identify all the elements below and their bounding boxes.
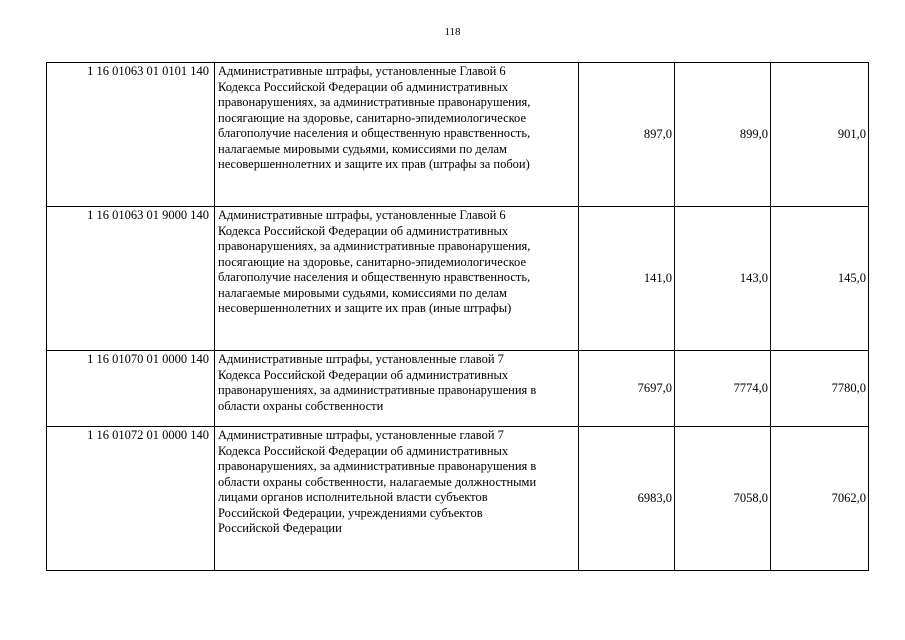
budget-code-cell: 1 16 01063 01 9000 140 bbox=[47, 207, 215, 351]
description-line: несовершеннолетних и защите их прав (штрафы за побои) bbox=[218, 157, 530, 171]
description-line: области охраны собственности, налагаемые должностными bbox=[218, 474, 537, 489]
description-line: Кодекса Российской Федерации об административных bbox=[218, 223, 509, 238]
budget-code-cell: 1 16 01072 01 0000 140 bbox=[47, 427, 215, 571]
value-cell-3: 7780,0 bbox=[771, 351, 869, 427]
description-cell bbox=[215, 63, 579, 207]
budget-table bbox=[46, 62, 869, 571]
description-line: лицами органов исполнительной власти субъектов bbox=[218, 490, 488, 504]
description-line: правонарушениях, за административные правонарушения, bbox=[218, 95, 531, 109]
value-cell-1: 141,0 bbox=[579, 207, 675, 351]
value-cell-2: 7058,0 bbox=[675, 427, 771, 571]
description-cell bbox=[215, 427, 579, 571]
table-row bbox=[47, 207, 869, 351]
table-row bbox=[47, 427, 869, 571]
value-cell-1: 897,0 bbox=[579, 63, 675, 207]
value-cell-3: 7062,0 bbox=[771, 427, 869, 571]
description-line: Российской Федерации bbox=[218, 521, 342, 535]
description-line: Российской Федерации, учреждениями субъектов bbox=[218, 505, 483, 520]
value-cell-3: 145,0 bbox=[771, 207, 869, 351]
description-line: области охраны собственности bbox=[218, 398, 384, 413]
description-line: Кодекса Российской Федерации об административных bbox=[218, 79, 509, 94]
description-line: посягающие на здоровье, санитарно-эпидемиологическое bbox=[218, 254, 527, 269]
value-cell-3: 901,0 bbox=[771, 63, 869, 207]
description-line: налагаемые мировыми судьями, комиссиями по делам bbox=[218, 285, 507, 300]
value-cell-2: 7774,0 bbox=[675, 351, 771, 427]
value-cell-2: 143,0 bbox=[675, 207, 771, 351]
description-line: правонарушениях, за административные правонарушения, bbox=[218, 239, 531, 253]
description-line: Административные штрафы, установленные Главой 6 bbox=[218, 64, 506, 78]
table-row bbox=[47, 351, 869, 427]
description-line: Кодекса Российской Федерации об административных bbox=[218, 367, 509, 382]
page-number: 118 bbox=[444, 26, 461, 38]
description-line: благополучие населения и общественную нравственность, bbox=[218, 126, 531, 140]
budget-code-cell: 1 16 01063 01 0101 140 bbox=[47, 63, 215, 207]
table-row bbox=[47, 63, 869, 207]
description-line: Кодекса Российской Федерации об административных bbox=[218, 443, 509, 458]
description-line: Административные штрафы, установленные главой 7 bbox=[218, 352, 504, 366]
description-line: Административные штрафы, установленные Главой 6 bbox=[218, 208, 506, 222]
description-line: правонарушениях, за административные правонарушения в bbox=[218, 459, 537, 473]
description-line: правонарушениях, за административные правонарушения в bbox=[218, 383, 537, 397]
description-cell bbox=[215, 351, 579, 427]
description-cell bbox=[215, 207, 579, 351]
description-line: налагаемые мировыми судьями, комиссиями по делам bbox=[218, 141, 507, 156]
description-line: благополучие населения и общественную нравственность, bbox=[218, 270, 531, 284]
description-line: Административные штрафы, установленные главой 7 bbox=[218, 428, 504, 442]
description-line: посягающие на здоровье, санитарно-эпидемиологическое bbox=[218, 110, 527, 125]
budget-code-cell: 1 16 01070 01 0000 140 bbox=[47, 351, 215, 427]
value-cell-1: 6983,0 bbox=[579, 427, 675, 571]
value-cell-1: 7697,0 bbox=[579, 351, 675, 427]
description-line: несовершеннолетних и защите их прав (иные штрафы) bbox=[218, 301, 512, 315]
value-cell-2: 899,0 bbox=[675, 63, 771, 207]
